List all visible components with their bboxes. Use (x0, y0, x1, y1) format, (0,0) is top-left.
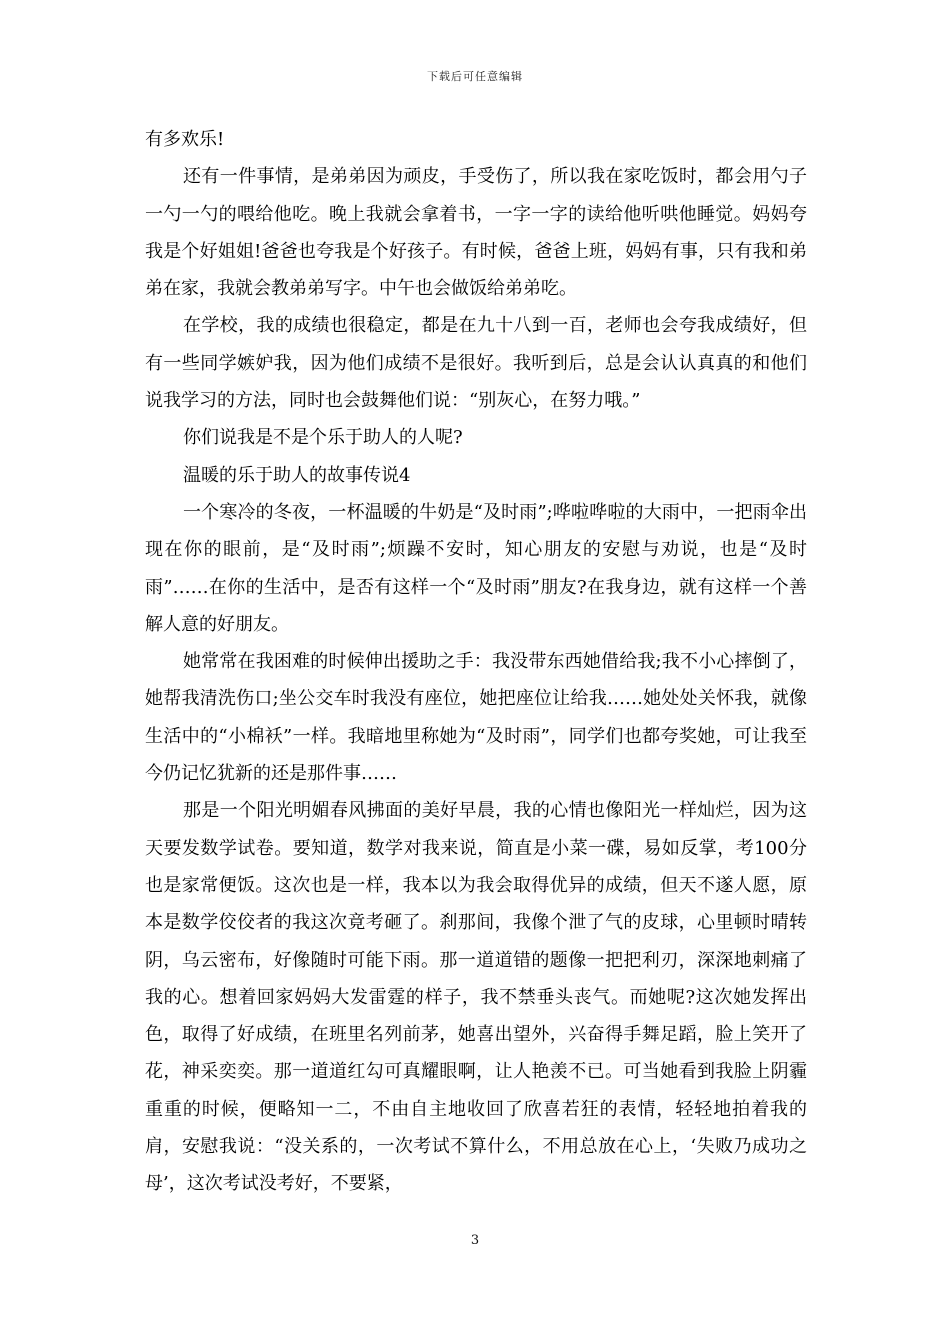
paragraph: 一个寒冷的冬夜，一杯温暖的牛奶是“及时雨”;哗啦哗啦的大雨中，一把雨伞出现在你的眼前，是“及时雨”;烦躁不安时，知心朋友的安慰与劝说，也是“及时雨”……在你的生活中，是否有这样一个“及时雨”朋友?在我身边，就有这样一个善解人意的好朋友。 (145, 501, 807, 635)
section-heading: 温暖的乐于助人的故事传说4 (183, 464, 411, 486)
document-body (145, 121, 807, 1203)
paragraph-continuation: 有多欢乐! (145, 129, 225, 150)
paragraph: 她常常在我困难的时候伸出援助之手：我没带东西她借给我;我不小心摔倒了，她帮我清洗伤口;坐公交车时我没有座位，她把座位让给我……她处处关怀我，就像生活中的“小棉袄”一样。我暗地里称她为“及时雨”，同学们也都夸奖她，可让我至今仍记忆犹新的还是那件事…… (145, 651, 807, 785)
paragraph: 你们说我是不是个乐于助人的人呢? (183, 427, 463, 449)
paragraph: 还有一件事情，是弟弟因为顽皮，手受伤了，所以我在家吃饭时，都会用勺子一勺一勺的喂给他吃。晚上我就会拿着书，一字一字的读给他听哄他睡觉。妈妈夸我是个好姐姐!爸爸也夸我是个好孩子。有时候，爸爸上班，妈妈有事，只有我和弟弟在家，我就会教弟弟写字。中午也会做饭给弟弟吃。 (145, 166, 807, 300)
paragraph: 那是一个阳光明媚春风拂面的美好早晨，我的心情也像阳光一样灿烂，因为这天要发数学试卷。要知道，数学对我来说，简直是小菜一碟，易如反掌，考100分也是家常便饭。这次也是一样，我本以为我会取得优异的成绩，但天不遂人愿，原本是数学佼佼者的我这次竟考砸了。刹那间，我像个泄了气的皮球，心里顿时晴转阴，乌云密布，好像随时可能下雨。那一道道错的题像一把把利刃，深深地刺痛了我的心。想着回家妈妈大发雷霆的样子，我不禁垂头丧气。而她呢?这次她发挥出色，取得了好成绩，在班里名列前茅，她喜出望外，兴奋得手舞足蹈，脸上笑开了花，神采奕奕。那一道道红勾可真耀眼啊，让人艳羡不已。可当她看到我脸上阴霾重重的时候，便略知一二，不由自主地收回了欣喜若狂的表情，轻轻地拍着我的肩，安慰我说：“没关系的，一次考试不算什么，不用总放在心上，‘失败乃成功之母’，这次考试没考好，不要紧， (145, 800, 807, 1195)
page-header: 下载后可任意编辑 (427, 70, 523, 83)
page-number: 3 (470, 1233, 480, 1248)
paragraph: 在学校，我的成绩也很稳定，都是在九十八到一百，老师也会夸我成绩好，但有一些同学嫉妒我，因为他们成绩不是很好。我听到后，总是会认认真真的和他们说我学习的方法，同时也会鼓舞他们说：“别灰心，在努力哦。” (145, 315, 807, 412)
